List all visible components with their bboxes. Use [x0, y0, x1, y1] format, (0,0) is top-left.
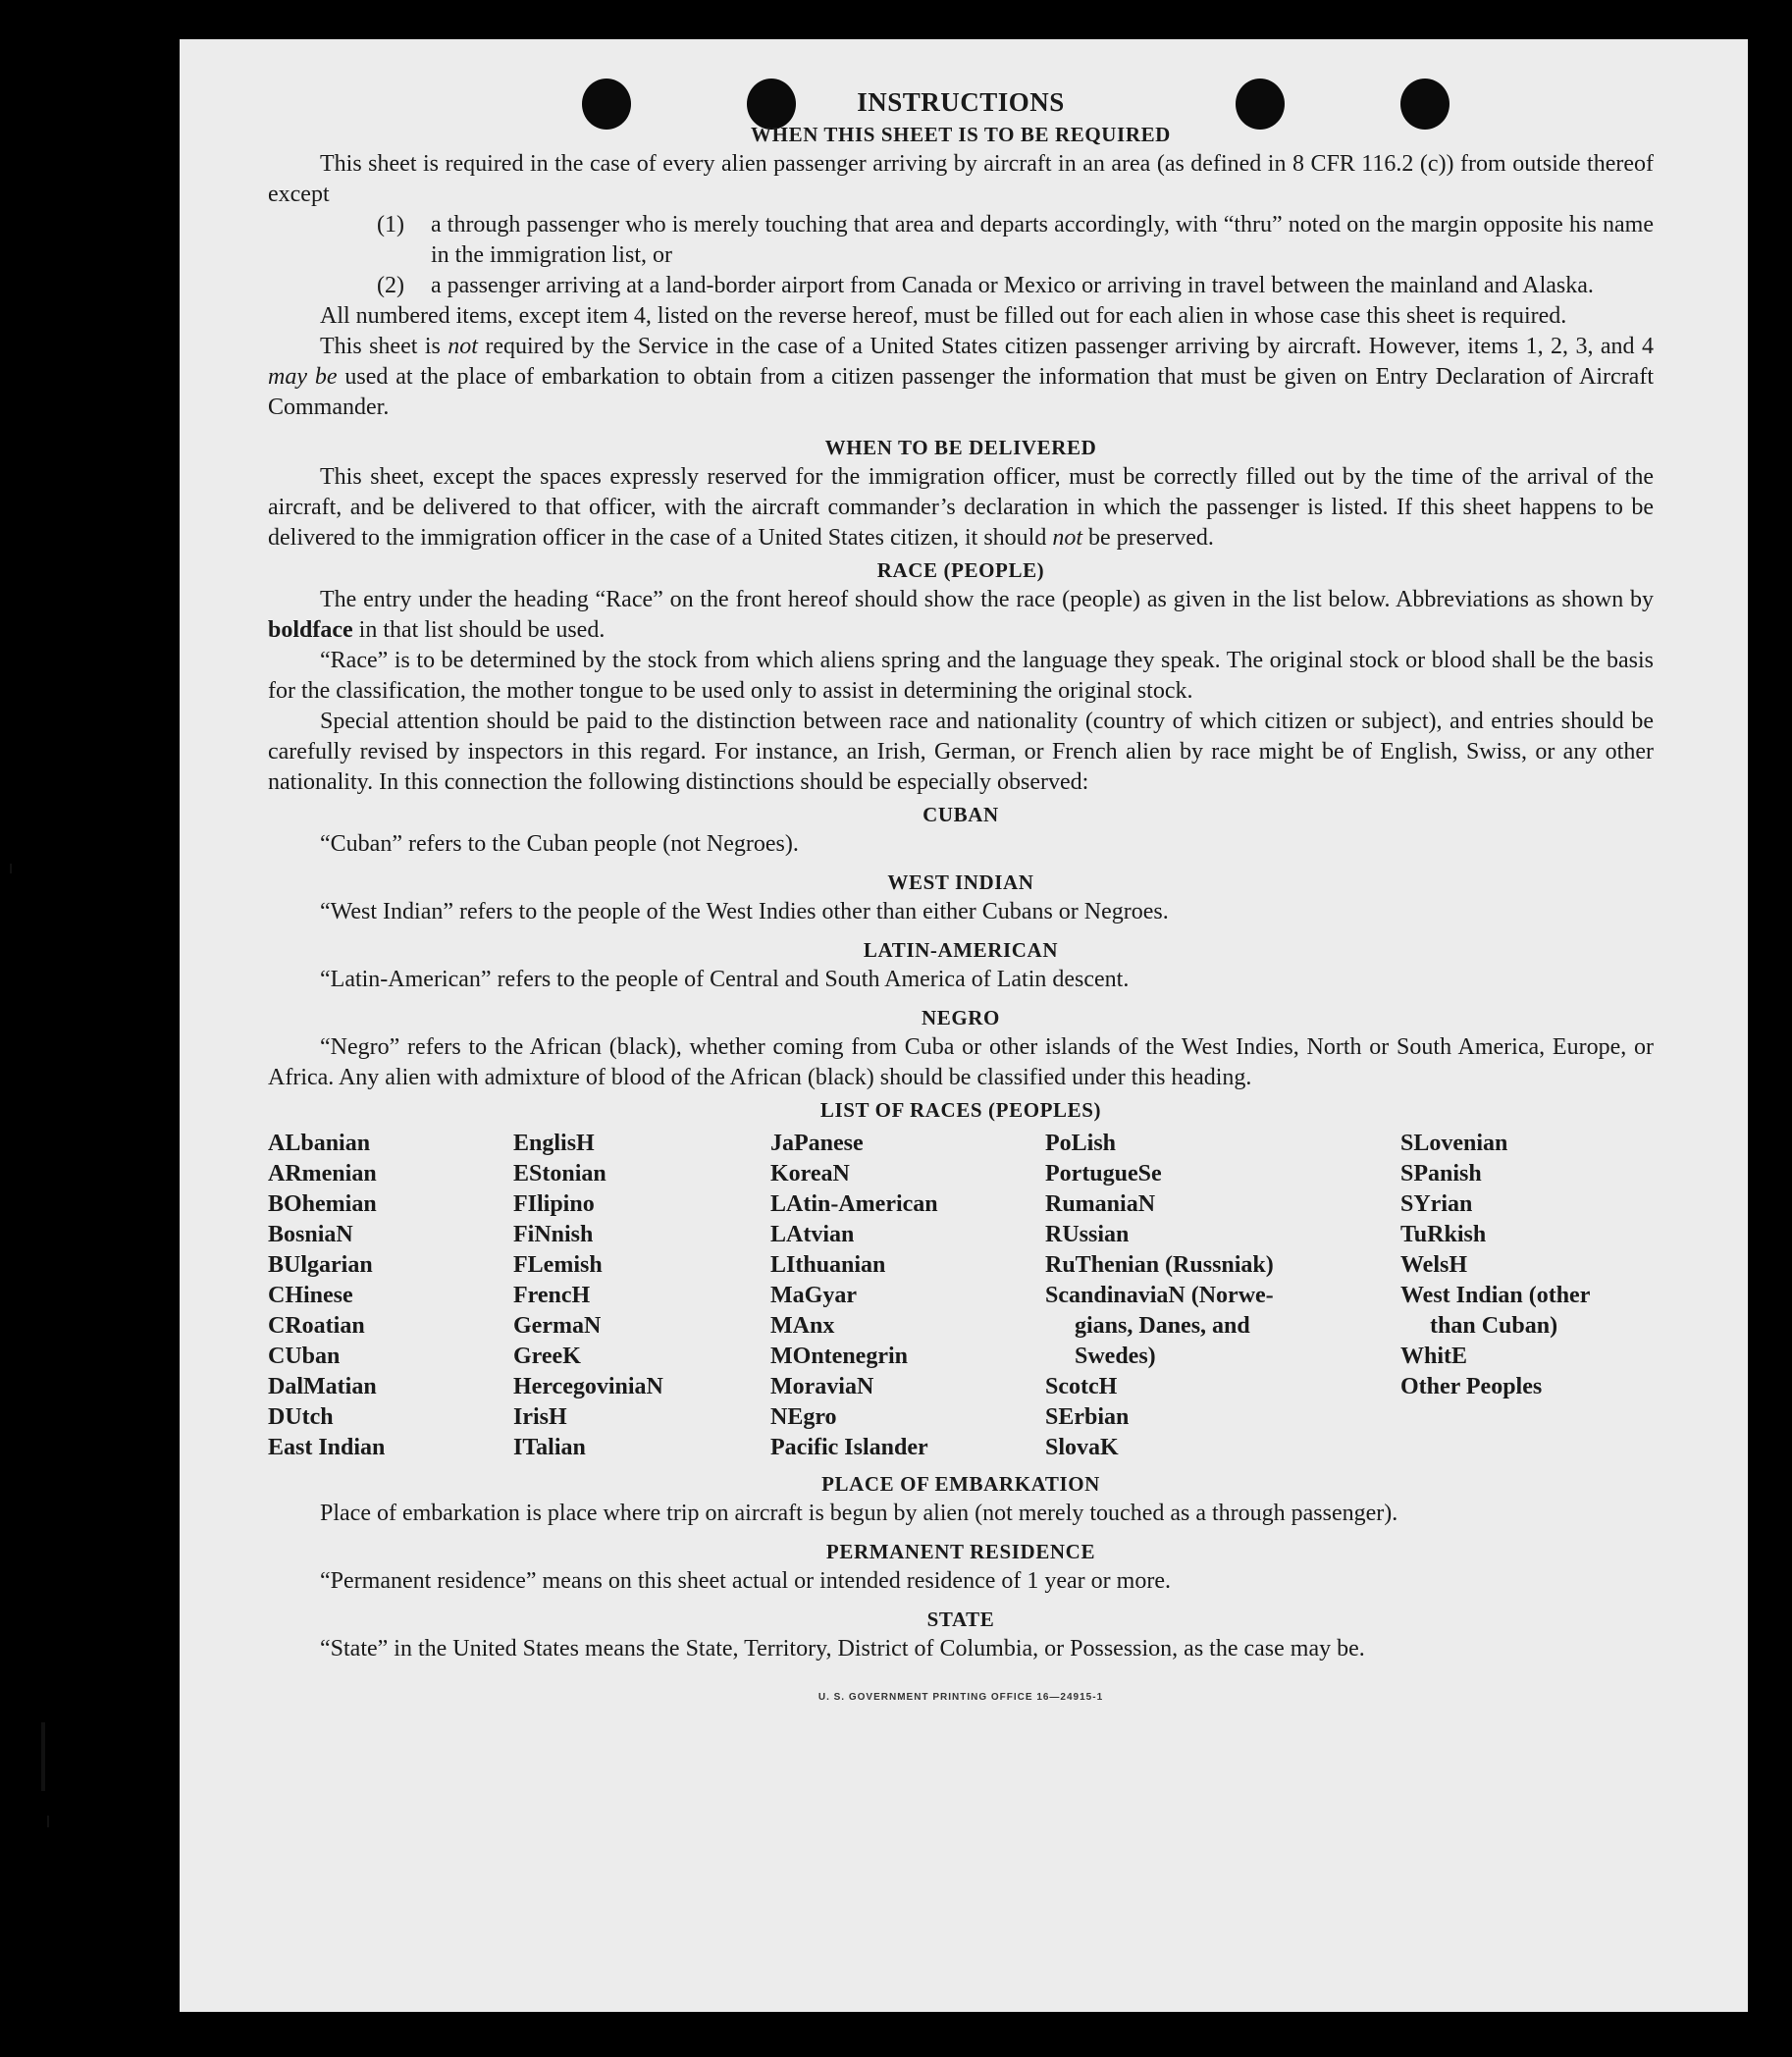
- race-item: JaPanese: [770, 1131, 864, 1156]
- negro-definition: “Negro” refers to the African (black), whether coming from Cuba or other islands of the West Indies, North or South America, Europe, or Africa. Any alien with admixture of blood of the African (black) should be classified under this heading.: [268, 1034, 1654, 1090]
- race-item: ScotcH: [1045, 1374, 1118, 1399]
- race-item-continuation: gians, Danes, and: [1075, 1313, 1250, 1339]
- race-item: LIthuanian: [770, 1252, 886, 1278]
- text-run: This sheet is: [320, 334, 448, 359]
- scan-artifact: [41, 1722, 45, 1791]
- race-item: LAtin-American: [770, 1191, 938, 1217]
- race-item: WhitE: [1400, 1344, 1468, 1369]
- race-item: GreeK: [513, 1344, 581, 1369]
- text-run: This sheet, except the spaces expressly reserved for the immigration officer, must be correctly filled out by the time of the arrival of the aircraft, and be delivered to that officer, with the aircraft commander’s declaration in which the passenger is listed. If this sheet happens to be delivered to the immigration officer in the case of a United States citizen, it should: [268, 464, 1654, 551]
- document-page: [180, 39, 1748, 2012]
- heading-when-delivered: WHEN TO BE DELIVERED: [824, 436, 1097, 459]
- heading-negro: NEGRO: [921, 1006, 1000, 1029]
- printer-imprint: U. S. GOVERNMENT PRINTING OFFICE 16—24915-1: [817, 1692, 1104, 1703]
- race-item: West Indian (other: [1400, 1283, 1591, 1308]
- exception-item-2: [268, 271, 1654, 301]
- text-run: in that list should be used.: [352, 617, 606, 643]
- race-item: FrencH: [513, 1283, 591, 1308]
- heading-west-indian: WEST INDIAN: [887, 870, 1034, 894]
- race-item: ScandinaviaN (Norwe-: [1045, 1283, 1274, 1308]
- text-run: The entry under the heading “Race” on the front hereof should show the race (people) as given in the list below. Abbreviations as shown by: [320, 587, 1654, 612]
- exception-item-1: [268, 210, 1654, 271]
- scan-artifact: [10, 864, 12, 873]
- race-item: KoreaN: [770, 1161, 850, 1187]
- races-column-4: [1045, 1129, 1400, 1463]
- race-item: SErbian: [1045, 1404, 1130, 1430]
- races-column-3: [770, 1129, 1045, 1463]
- heading-list-of-races: LIST OF RACES (PEOPLES): [819, 1098, 1102, 1122]
- race-item: Pacific Islander: [770, 1435, 928, 1460]
- race-paragraph-1: [268, 585, 1654, 646]
- citizen-paragraph: [268, 332, 1654, 423]
- bold-text: boldface: [268, 617, 353, 643]
- race-item: EStonian: [513, 1161, 606, 1187]
- race-item: FLemish: [513, 1252, 603, 1278]
- text-run: be preserved.: [1082, 525, 1214, 551]
- instructions-content: [268, 86, 1654, 1713]
- race-item: RUssian: [1045, 1222, 1130, 1247]
- race-item: EnglisH: [513, 1131, 595, 1156]
- race-item: Other Peoples: [1400, 1374, 1543, 1399]
- race-item: MAnx: [770, 1313, 835, 1339]
- heading-race: RACE (PEOPLE): [876, 558, 1045, 582]
- race-item: MoraviaN: [770, 1374, 874, 1399]
- race-item: GermaN: [513, 1313, 602, 1339]
- race-item: RuThenian (Russniak): [1045, 1252, 1274, 1278]
- race-item: HercegoviniaN: [513, 1374, 663, 1399]
- heading-latin-american: LATIN-AMERICAN: [863, 938, 1059, 962]
- races-column-5: [1400, 1129, 1654, 1463]
- cuban-definition: “Cuban” refers to the Cuban people (not Negroes).: [320, 831, 799, 857]
- scan-artifact: [47, 1816, 49, 1827]
- race-item: TuRkish: [1400, 1222, 1487, 1247]
- race-item: ARmenian: [268, 1161, 377, 1187]
- race-item: CHinese: [268, 1283, 353, 1308]
- item-number: (1): [377, 212, 404, 237]
- when-required-paragraph: This sheet is required in the case of every alien passenger arriving by aircraft in an area (as defined in 8 CFR 116.2 (c)) from outside thereof except: [268, 151, 1654, 207]
- race-paragraph-3: Special attention should be paid to the distinction between race and nationality (country of which citizen or subject), and entries should be carefully revised by inspectors in this regard. For instance, an Irish, German, or French alien by race might be of English, Swiss, or any other nationality. In this connection the following distinctions should be especially observed:: [268, 709, 1654, 795]
- race-item: PortugueSe: [1045, 1161, 1162, 1187]
- when-delivered-paragraph: [268, 462, 1654, 554]
- item-text: a passenger arriving at a land-border airport from Canada or Mexico or arriving in travel between the mainland and Alaska.: [431, 273, 1594, 298]
- embarkation-definition: Place of embarkation is place where trip on aircraft is begun by alien (not merely touched as a through passenger).: [320, 1501, 1398, 1526]
- race-item: DUtch: [268, 1404, 334, 1430]
- race-item: NEgro: [770, 1404, 837, 1430]
- heading-permanent-residence: PERMANENT RESIDENCE: [825, 1540, 1096, 1563]
- page-title: INSTRUCTIONS: [857, 87, 1065, 117]
- race-item: BosniaN: [268, 1222, 353, 1247]
- race-item: RumaniaN: [1045, 1191, 1156, 1217]
- races-column-1: [268, 1129, 513, 1463]
- race-item: IrisH: [513, 1404, 567, 1430]
- race-item: FIlipino: [513, 1191, 595, 1217]
- race-item: MOntenegrin: [770, 1344, 908, 1369]
- race-item: DalMatian: [268, 1374, 377, 1399]
- item-text: a through passenger who is merely touching that area and departs accordingly, with “thru” noted on the margin opposite his name in the immigration list, or: [431, 212, 1654, 268]
- race-item: SPanish: [1400, 1161, 1482, 1187]
- race-item: ITalian: [513, 1435, 586, 1460]
- race-item: MaGyar: [770, 1283, 857, 1308]
- race-item: PoLish: [1045, 1131, 1117, 1156]
- races-column-2: [513, 1129, 770, 1463]
- race-item: CRoatian: [268, 1313, 365, 1339]
- race-paragraph-2: “Race” is to be determined by the stock from which aliens spring and the language they speak. The original stock or blood shall be the basis for the classification, the mother tongue to be used only to assist in determining the original stock.: [268, 648, 1654, 704]
- heading-cuban: CUBAN: [922, 803, 999, 826]
- race-item: LAtvian: [770, 1222, 855, 1247]
- residence-definition: “Permanent residence” means on this sheet actual or intended residence of 1 year or more.: [320, 1568, 1171, 1594]
- race-item: SLovenian: [1400, 1131, 1508, 1156]
- race-item-continuation: Swedes): [1075, 1344, 1156, 1369]
- race-item-continuation: than Cuban): [1430, 1313, 1558, 1339]
- latin-american-definition: “Latin-American” refers to the people of Central and South America of Latin descent.: [320, 967, 1130, 992]
- race-item: CUban: [268, 1344, 341, 1369]
- text-run: required by the Service in the case of a United States citizen passenger arriving by aircraft. However, items 1, 2, 3, and 4: [477, 334, 1654, 359]
- race-item: WelsH: [1400, 1252, 1468, 1278]
- heading-state: STATE: [926, 1608, 995, 1631]
- race-item: BOhemian: [268, 1191, 377, 1217]
- races-list: [268, 1129, 1654, 1463]
- item-number: (2): [377, 273, 404, 298]
- race-item: SlovaK: [1045, 1435, 1119, 1460]
- heading-when-required: WHEN THIS SHEET IS TO BE REQUIRED: [751, 123, 1171, 146]
- race-item: SYrian: [1400, 1191, 1473, 1217]
- race-item: FiNnish: [513, 1222, 594, 1247]
- numbered-items-paragraph: All numbered items, except item 4, listed on the reverse hereof, must be filled out for each alien in whose case this sheet is required.: [320, 303, 1567, 329]
- emphasis-text: not: [448, 334, 478, 359]
- emphasis-text: may be: [268, 364, 338, 390]
- emphasis-text: not: [1052, 525, 1082, 551]
- race-item: ALbanian: [268, 1131, 371, 1156]
- state-definition: “State” in the United States means the State, Territory, District of Columbia, or Possession, as the case may be.: [320, 1636, 1365, 1661]
- heading-embarkation: PLACE OF EMBARKATION: [821, 1472, 1100, 1496]
- west-indian-definition: “West Indian” refers to the people of the West Indies other than either Cubans or Negroes.: [320, 899, 1169, 924]
- text-run: used at the place of embarkation to obtain from a citizen passenger the information that must be given on Entry Declaration of Aircraft Commander.: [268, 364, 1654, 420]
- race-item: East Indian: [268, 1435, 386, 1460]
- race-item: BUlgarian: [268, 1252, 373, 1278]
